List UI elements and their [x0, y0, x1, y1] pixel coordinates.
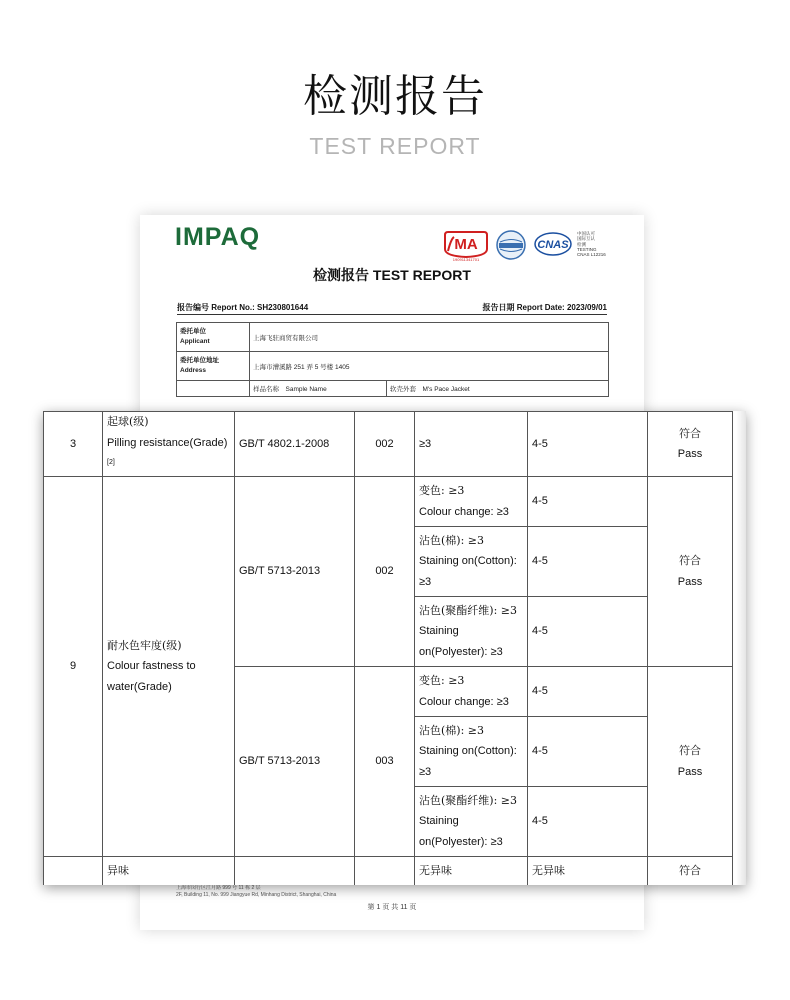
- requirement: 无异味: [415, 857, 528, 885]
- company-logo: IMPAQ: [175, 223, 261, 251]
- report-title: 检测报告 TEST REPORT: [313, 267, 471, 283]
- table-row: [177, 323, 609, 352]
- applicant-label: 委托单位 Applicant: [177, 323, 250, 352]
- svg-text:MA: MA: [454, 236, 478, 253]
- requirement: 变色: ≥3 Colour change: ≥3: [415, 477, 528, 527]
- verdict: 符合 Pass: [648, 477, 733, 667]
- test-standard: GB/T 5713-2013: [235, 667, 355, 857]
- verdict: 符合 Pass: [648, 667, 733, 857]
- result: 无异味: [528, 857, 648, 885]
- row-number: [44, 857, 103, 885]
- cnas-icon: [533, 231, 573, 257]
- table-row: [44, 412, 733, 477]
- results-table: [43, 411, 733, 885]
- ilac-mra-icon: [495, 229, 527, 261]
- result: 4-5: [528, 477, 648, 527]
- requirement: 沾色(棉): ≥3 Staining on(Cotton): ≥3: [415, 717, 528, 787]
- requirement: 沾色(聚酯纤维): ≥3 Staining on(Polyester): ≥3: [415, 787, 528, 857]
- svg-text:CNAS: CNAS: [537, 239, 569, 251]
- address-value: 上海市漕溪路 251 弄 5 号楼 1405: [250, 352, 609, 381]
- verdict: 符合: [648, 857, 733, 885]
- requirement: 沾色(棉): ≥3 Staining on(Cotton): ≥3: [415, 527, 528, 597]
- divider: [177, 314, 607, 315]
- test-item: 起球(级) Pilling resistance(Grade)[2]: [103, 412, 235, 477]
- address-label: 委托单位地址 Address: [177, 352, 250, 381]
- cma-number: 190911341701: [452, 257, 480, 262]
- result: 4-5: [528, 412, 648, 477]
- result: 4-5: [528, 527, 648, 597]
- table-row: [177, 381, 609, 397]
- result: 4-5: [528, 597, 648, 667]
- requirement: ≥3: [415, 412, 528, 477]
- test-standard: GB/T 5713-2013: [235, 477, 355, 667]
- accreditation-marks: [442, 223, 612, 265]
- cma-mark-icon: [442, 229, 490, 259]
- applicant-value: 上海飞驻商贸有限公司: [250, 323, 609, 352]
- page-number: 第 1 页 共 11 页: [367, 904, 417, 911]
- test-standard: [235, 857, 355, 885]
- row-number: 9: [44, 477, 103, 857]
- requirement: 变色: ≥3 Colour change: ≥3: [415, 667, 528, 717]
- accreditation-text: 中国认可 国际互认 检测 TESTING CNAS L12216: [577, 231, 606, 258]
- sample-name-value: 软壳外套 M's Pace Jacket: [387, 381, 609, 397]
- result: 4-5: [528, 787, 648, 857]
- table-row: [177, 352, 609, 381]
- sample-no: 003: [355, 667, 415, 857]
- applicant-table: [176, 322, 609, 397]
- table-row: [44, 477, 733, 527]
- requirement: 沾色(聚酯纤维): ≥3 Staining on(Polyester): ≥3: [415, 597, 528, 667]
- sample-no: [355, 857, 415, 885]
- sample-name-label: 样品名称 Sample Name: [250, 381, 387, 397]
- page-subtitle: TEST REPORT: [309, 133, 481, 159]
- report-number: 报告编号 Report No.: SH230801644: [177, 303, 309, 312]
- results-table-zoom: [43, 411, 746, 885]
- test-item: 耐水色牢度(级) Colour fastness to water(Grade): [103, 477, 235, 857]
- edge-shadow: [736, 411, 746, 885]
- table-row: [44, 857, 733, 885]
- footer-address: 上海市闵行区江月路 999 号 11 栋 2 层 2F, Building 11, No. 999 Jiangyue Rd, Minhang District, Shanghai, China: [176, 885, 337, 898]
- sample-no: 002: [355, 477, 415, 667]
- report-meta: [177, 302, 607, 313]
- result: 4-5: [528, 667, 648, 717]
- result: 4-5: [528, 717, 648, 787]
- row-number: 3: [44, 412, 103, 477]
- verdict: 符合 Pass: [648, 412, 733, 477]
- page-title: 检测报告: [303, 71, 487, 122]
- sample-no: 002: [355, 412, 415, 477]
- report-date: 报告日期 Report Date: 2023/09/01: [482, 303, 607, 312]
- test-item: 异味: [103, 857, 235, 885]
- test-standard: GB/T 4802.1-2008: [235, 412, 355, 477]
